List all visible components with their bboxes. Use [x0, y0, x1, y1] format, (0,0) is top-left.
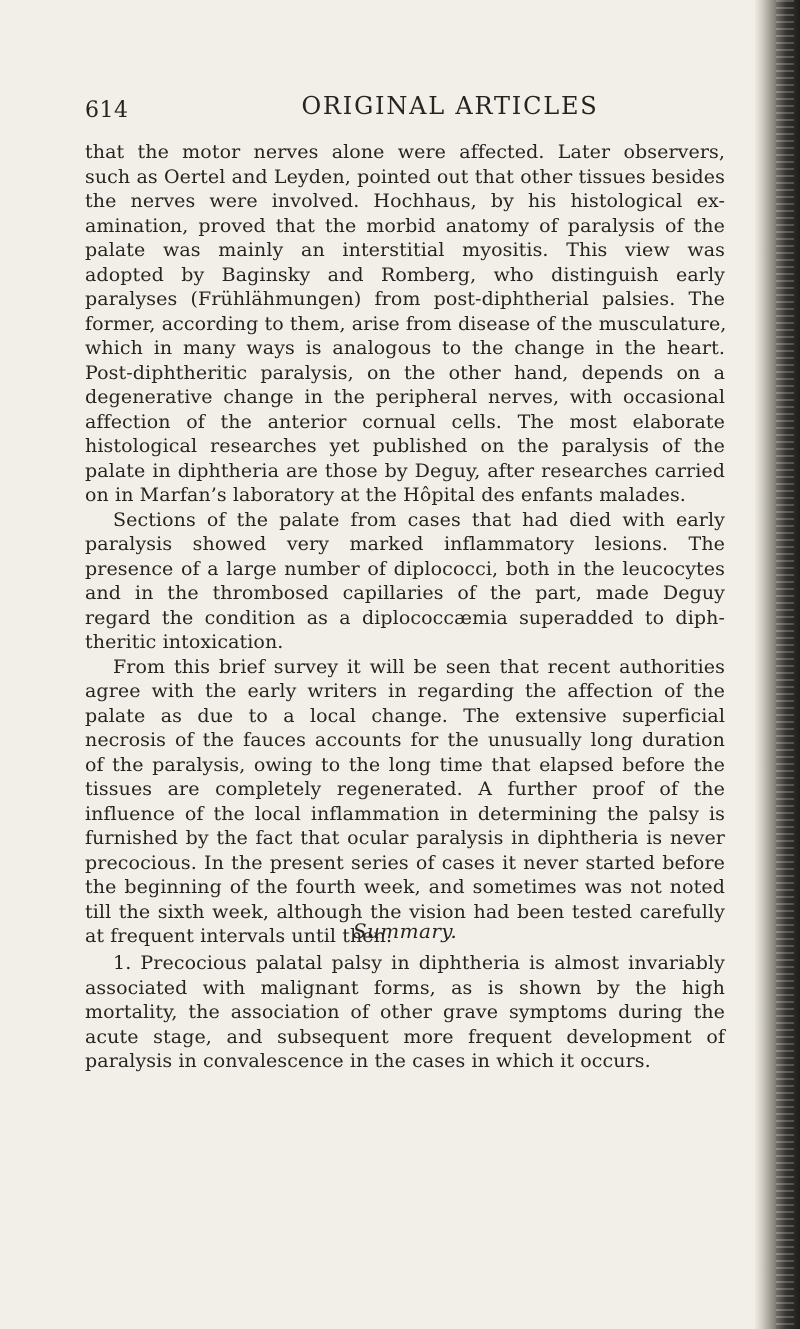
- text-line: From this brief survey it will be seen that recent authorities: [113, 655, 725, 678]
- article-body: [85, 140, 725, 949]
- text-line: amination, proved that the morbid anatomy of paralysis of the: [85, 214, 725, 237]
- text-line: paralysis showed very marked inflammatory lesions. The: [85, 533, 725, 555]
- page-number: 614: [85, 98, 129, 123]
- text-line: that the motor nerves alone were affected. Later observers,: [85, 141, 725, 163]
- page-binding-edge: [754, 0, 800, 1329]
- text-line: tissues are completely regenerated. A further proof of the: [85, 778, 725, 800]
- paragraph-3: [85, 655, 725, 949]
- text-line: influence of the local inflammation in determining the palsy is: [85, 802, 725, 825]
- summary-line: 1. Precocious palatal palsy in diphtheria is almost invariably: [113, 952, 725, 974]
- text-line: on in Marfan’s laboratory at the Hôpital des enfants malades.: [85, 484, 686, 506]
- text-line: Post-diphtheritic paralysis, on the other hand, depends on a: [85, 361, 725, 384]
- summary-line: paralysis in convalescence in the cases in which it occurs.: [85, 1050, 651, 1072]
- text-line: former, according to them, arise from disease of the musculature,: [85, 312, 727, 335]
- text-line: adopted by Baginsky and Romberg, who distinguish early: [85, 263, 725, 286]
- text-line: of the paralysis, owing to the long time that elapsed before the: [85, 753, 725, 776]
- text-line: palate in diphtheria are those by Deguy, after researches carried: [85, 459, 725, 482]
- text-line: regard the condition as a diplococcæmia superadded to diph-: [85, 606, 725, 629]
- paragraph-1: [85, 140, 725, 508]
- text-line: such as Oertel and Leyden, pointed out that other tissues besides: [85, 165, 725, 188]
- text-line: degenerative change in the peripheral nerves, with occasional: [85, 386, 725, 408]
- text-line: furnished by the fact that ocular paralysis in diphtheria is never: [85, 827, 725, 849]
- summary-line: mortality, the association of other grave symptoms during the: [85, 1001, 725, 1023]
- running-header: [85, 92, 735, 132]
- text-line: the beginning of the fourth week, and sometimes was not noted: [85, 876, 725, 898]
- text-line: which in many ways is analogous to the change in the heart.: [85, 337, 725, 359]
- text-line: palate was mainly an interstitial myositis. This view was: [85, 239, 725, 261]
- text-line: precocious. In the present series of cases it never started before: [85, 851, 725, 874]
- text-line: till the sixth week, although the vision had been tested carefully: [85, 900, 725, 923]
- text-line: theritic intoxication.: [85, 631, 284, 653]
- paragraph-2: [85, 508, 725, 655]
- summary-section: [85, 951, 725, 1074]
- text-line: presence of a large number of diplococci, both in the leucocytes: [85, 557, 725, 580]
- text-line: and in the thrombosed capillaries of the part, made Deguy: [85, 582, 725, 604]
- text-line: affection of the anterior cornual cells. The most elaborate: [85, 410, 725, 433]
- text-line: the nerves were involved. Hochhaus, by his histological ex-: [85, 190, 725, 212]
- summary-line: associated with malignant forms, as is shown by the high: [85, 976, 725, 999]
- running-title: ORIGINAL ARTICLES: [301, 92, 599, 120]
- text-line: paralyses (Frühlähmungen) from post-diphtherial palsies. The: [85, 288, 725, 310]
- text-line: agree with the early writers in regarding the affection of the: [85, 680, 725, 702]
- summary-line: acute stage, and subsequent more frequent development of: [85, 1025, 725, 1048]
- text-line: palate as due to a local change. The extensive superficial: [85, 704, 725, 727]
- text-line: necrosis of the fauces accounts for the unusually long duration: [85, 729, 725, 751]
- text-line: Sections of the palate from cases that had died with early: [113, 508, 725, 531]
- text-line: histological researches yet published on the paralysis of the: [85, 435, 725, 457]
- summary-heading: Summary.: [352, 919, 458, 943]
- text-line: at frequent intervals until then.: [85, 925, 393, 947]
